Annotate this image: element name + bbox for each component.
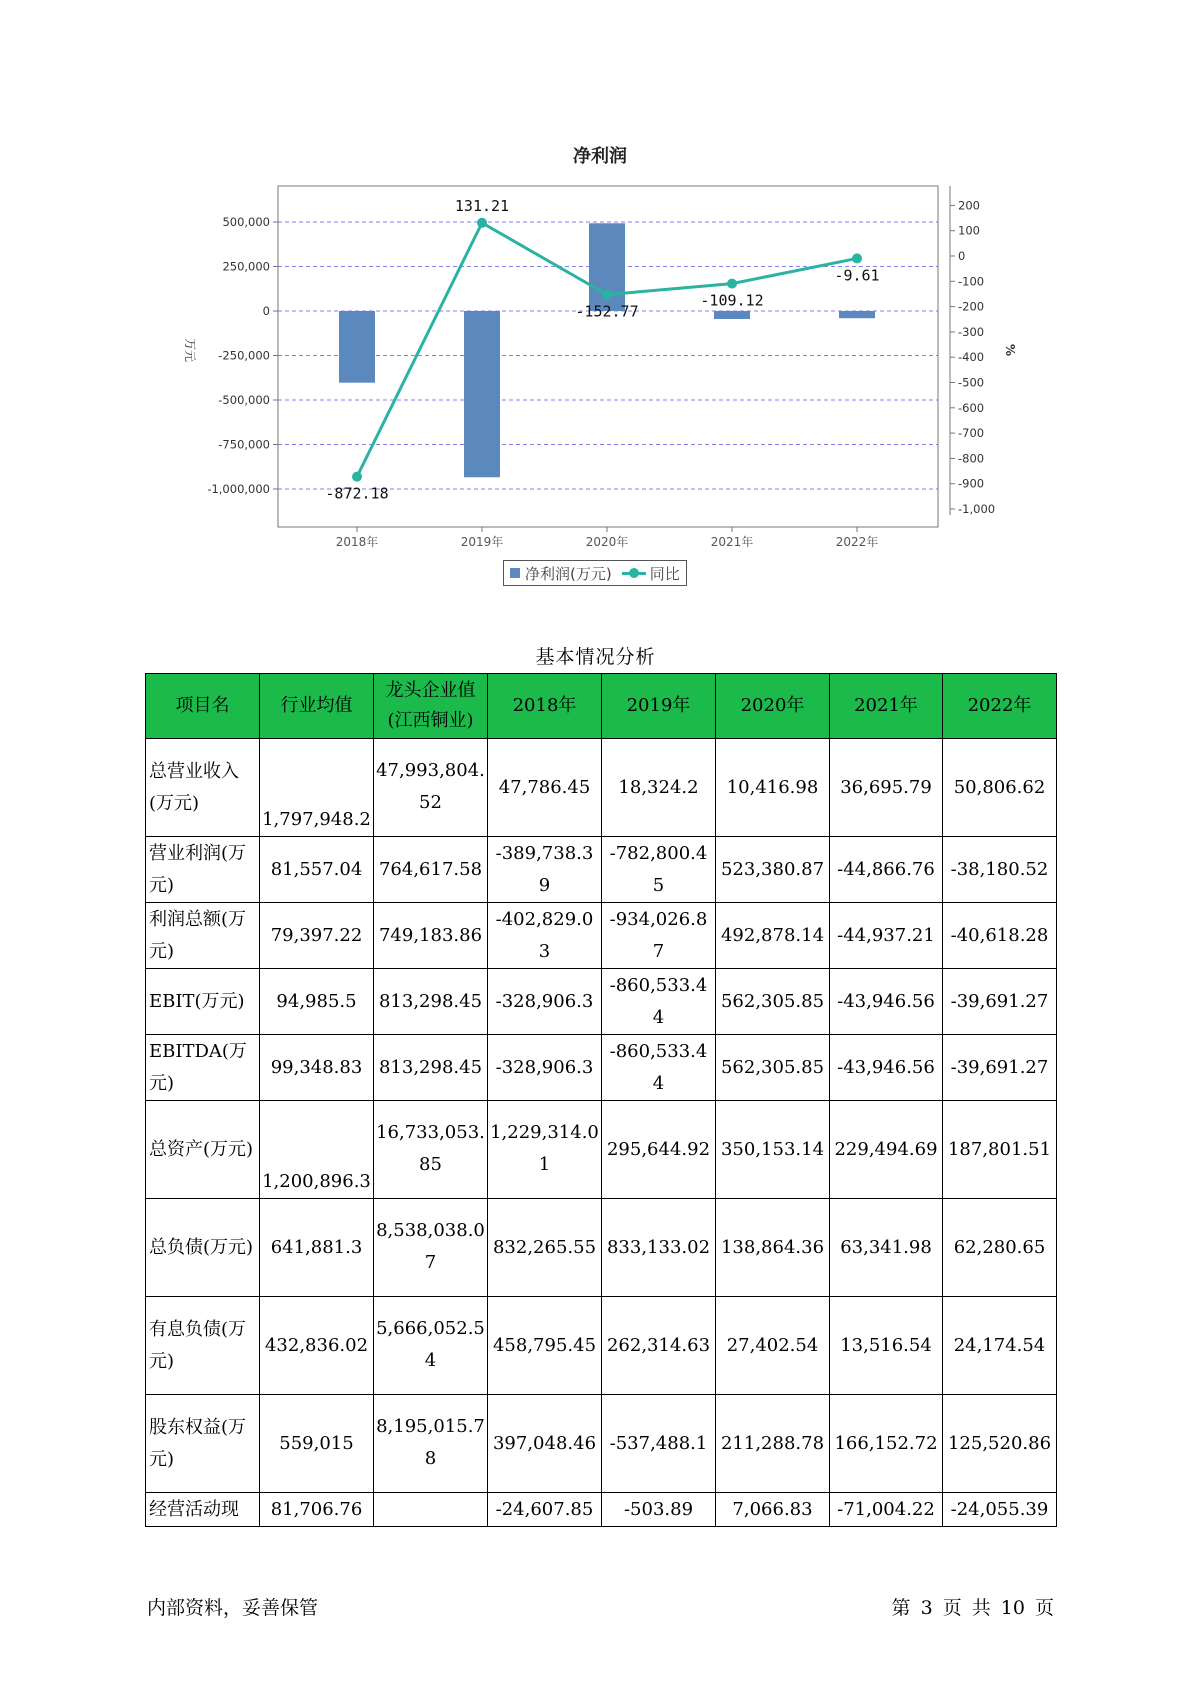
- table-cell: 50,806.62: [943, 739, 1057, 837]
- table-cell: 63,341.98: [830, 1199, 943, 1297]
- row-label: EBITDA(万元): [146, 1035, 260, 1101]
- footer-page-number: 第 3 页 共 10 页: [891, 1597, 1054, 1619]
- table-row: [146, 1493, 1057, 1527]
- header-cell: 2020年: [716, 674, 830, 739]
- yoy-data-label: -9.61: [834, 266, 880, 285]
- yoy-data-label: -872.18: [325, 484, 389, 503]
- table-cell: -782,800.45: [602, 837, 716, 903]
- legend-line-label: 同比: [649, 564, 680, 583]
- legend-line-swatch: [622, 567, 646, 579]
- table-cell: -44,937.21: [830, 903, 943, 969]
- y-axis-label: 万元: [183, 337, 197, 363]
- table-cell: 81,557.04: [260, 837, 374, 903]
- y-tick-label: 250,000: [222, 259, 270, 274]
- row-label: 有息负债(万元): [146, 1297, 260, 1395]
- table-row: [146, 1101, 1057, 1199]
- y-tick-label: -1,000,000: [207, 482, 270, 496]
- yoy-data-label: -152.77: [575, 302, 639, 321]
- yoy-point: [727, 279, 737, 289]
- table-row: [146, 903, 1057, 969]
- y2-tick-label: -1,000: [958, 502, 996, 516]
- header-cell: 2019年: [602, 674, 716, 739]
- table-cell: 641,881.3: [260, 1199, 374, 1297]
- chart-svg: [0, 0, 1191, 600]
- yoy-point: [852, 253, 862, 263]
- header-cell: 行业均值: [260, 674, 374, 739]
- table-cell: 229,494.69: [830, 1101, 943, 1199]
- table-cell: -503.89: [602, 1493, 716, 1527]
- table-cell: 262,314.63: [602, 1297, 716, 1395]
- table-cell: 749,183.86: [374, 903, 488, 969]
- y-tick-label: 0: [262, 304, 270, 318]
- table-cell: 211,288.78: [716, 1395, 830, 1493]
- y2-tick-label: -900: [958, 476, 985, 491]
- table-row: [146, 1395, 1057, 1493]
- table-cell: 492,878.14: [716, 903, 830, 969]
- header-cell: 龙头企业值(江西铜业): [374, 674, 488, 739]
- table-cell: 10,416.98: [716, 739, 830, 837]
- table-cell: 1,229,314.01: [488, 1101, 602, 1199]
- table-row: [146, 739, 1057, 837]
- table-cell: 138,864.36: [716, 1199, 830, 1297]
- row-label: 总资产(万元): [146, 1101, 260, 1199]
- yoy-point: [602, 290, 612, 300]
- table-row: [146, 969, 1057, 1035]
- row-label: 股东权益(万元): [146, 1395, 260, 1493]
- table-cell: 13,516.54: [830, 1297, 943, 1395]
- table-cell: -402,829.03: [488, 903, 602, 969]
- table-cell: 62,280.65: [943, 1199, 1057, 1297]
- table-cell: -43,946.56: [830, 1035, 943, 1101]
- table-cell: 350,153.14: [716, 1101, 830, 1199]
- table-cell: 81,706.76: [260, 1493, 374, 1527]
- table-cell: 562,305.85: [716, 969, 830, 1035]
- yoy-data-label: 131.21: [454, 196, 510, 215]
- table-cell: 1,200,896.3: [260, 1101, 374, 1199]
- table-cell: 833,133.02: [602, 1199, 716, 1297]
- row-label: 营业利润(万元): [146, 837, 260, 903]
- table-cell: -71,004.22: [830, 1493, 943, 1527]
- table-cell: -39,691.27: [943, 969, 1057, 1035]
- y2-tick-label: 200: [958, 198, 980, 213]
- header-cell: 2022年: [943, 674, 1057, 739]
- table-cell: 36,695.79: [830, 739, 943, 837]
- table-cell: -38,180.52: [943, 837, 1057, 903]
- legend-bar-swatch: [510, 568, 520, 578]
- chart-title: 净利润: [573, 146, 627, 167]
- table-cell: 187,801.51: [943, 1101, 1057, 1199]
- y2-tick-label: 0: [958, 249, 966, 263]
- table-cell: -44,866.76: [830, 837, 943, 903]
- y2-tick-label: 100: [958, 223, 980, 238]
- yoy-point: [352, 472, 362, 482]
- table-cell: 8,195,015.78: [374, 1395, 488, 1493]
- x-tick-label: 2019年: [460, 535, 504, 549]
- table-cell: 458,795.45: [488, 1297, 602, 1395]
- yoy-data-label: -109.12: [700, 291, 764, 310]
- net-profit-chart: [0, 0, 1191, 600]
- y2-tick-label: -700: [958, 426, 985, 441]
- table-cell: 764,617.58: [374, 837, 488, 903]
- y2-tick-label: -100: [958, 274, 985, 289]
- table-cell: 79,397.22: [260, 903, 374, 969]
- table-title: 基本情况分析: [535, 646, 656, 668]
- table-cell: -40,618.28: [943, 903, 1057, 969]
- x-tick-label: 2020年: [585, 535, 629, 549]
- table-row: [146, 1035, 1057, 1101]
- table-cell: 559,015: [260, 1395, 374, 1493]
- bar: [464, 311, 500, 477]
- table-cell: 7,066.83: [716, 1493, 830, 1527]
- y2-tick-label: -500: [958, 375, 985, 390]
- y2-tick-label: -200: [958, 299, 985, 314]
- table-cell: 5,666,052.54: [374, 1297, 488, 1395]
- table-cell: 813,298.45: [374, 969, 488, 1035]
- table-cell: 27,402.54: [716, 1297, 830, 1395]
- table-cell: -39,691.27: [943, 1035, 1057, 1101]
- table-row: [146, 837, 1057, 903]
- chart-legend: [503, 560, 687, 586]
- table-cell: -934,026.87: [602, 903, 716, 969]
- legend-bar-label: 净利润(万元): [525, 564, 612, 583]
- table-row: [146, 1297, 1057, 1395]
- y-tick-label: 500,000: [222, 215, 270, 229]
- y2-tick-label: -600: [958, 400, 985, 415]
- table-cell: -860,533.44: [602, 969, 716, 1035]
- table-cell: 24,174.54: [943, 1297, 1057, 1395]
- table-cell: 99,348.83: [260, 1035, 374, 1101]
- table-cell: 47,993,804.52: [374, 739, 488, 837]
- table-cell: -43,946.56: [830, 969, 943, 1035]
- header-cell: 2021年: [830, 674, 943, 739]
- table-row: [146, 1199, 1057, 1297]
- y-tick-label: -750,000: [218, 437, 270, 452]
- row-label: 总营业收入(万元): [146, 739, 260, 837]
- table-cell: -860,533.44: [602, 1035, 716, 1101]
- table-cell: 523,380.87: [716, 837, 830, 903]
- yoy-point: [477, 218, 487, 228]
- y2-tick-label: -800: [958, 451, 985, 466]
- x-tick-label: 2018年: [335, 535, 379, 549]
- bar: [839, 311, 875, 318]
- footer-confidential-note: 内部资料，妥善保管: [147, 1597, 319, 1619]
- row-label: 经营活动现: [146, 1493, 260, 1527]
- y2-tick-label: -400: [958, 350, 985, 365]
- table-cell: -389,738.39: [488, 837, 602, 903]
- table-cell: 8,538,038.07: [374, 1199, 488, 1297]
- table-cell: 397,048.46: [488, 1395, 602, 1493]
- table-cell: 295,644.92: [602, 1101, 716, 1199]
- row-label: EBIT(万元): [146, 969, 260, 1035]
- table-cell: 166,152.72: [830, 1395, 943, 1493]
- table-cell: -328,906.3: [488, 1035, 602, 1101]
- table-cell: -328,906.3: [488, 969, 602, 1035]
- row-label: 总负债(万元): [146, 1199, 260, 1297]
- y2-axis-label: %: [1003, 343, 1017, 357]
- table-cell: 16,733,053.85: [374, 1101, 488, 1199]
- row-label: 利润总额(万元): [146, 903, 260, 969]
- x-tick-label: 2021年: [710, 535, 754, 549]
- y-tick-label: -500,000: [218, 393, 270, 407]
- x-tick-label: 2022年: [835, 535, 879, 549]
- table-cell: 18,324.2: [602, 739, 716, 837]
- table-cell: -24,055.39: [943, 1493, 1057, 1527]
- table-cell: 94,985.5: [260, 969, 374, 1035]
- table-header-row: [146, 674, 1057, 739]
- bar: [339, 311, 375, 383]
- table-cell: 562,305.85: [716, 1035, 830, 1101]
- table-cell: 1,797,948.2: [260, 739, 374, 837]
- y-tick-label: -250,000: [218, 348, 270, 363]
- bar: [714, 311, 750, 319]
- header-cell: 项目名: [146, 674, 260, 739]
- table-cell: [374, 1493, 488, 1527]
- table-cell: 813,298.45: [374, 1035, 488, 1101]
- y2-tick-label: -300: [958, 324, 985, 339]
- table-cell: -537,488.1: [602, 1395, 716, 1493]
- header-cell: 2018年: [488, 674, 602, 739]
- table-cell: 125,520.86: [943, 1395, 1057, 1493]
- table-cell: 432,836.02: [260, 1297, 374, 1395]
- basic-analysis-table: [145, 673, 1057, 1527]
- table-cell: 47,786.45: [488, 739, 602, 837]
- table-cell: 832,265.55: [488, 1199, 602, 1297]
- table-cell: -24,607.85: [488, 1493, 602, 1527]
